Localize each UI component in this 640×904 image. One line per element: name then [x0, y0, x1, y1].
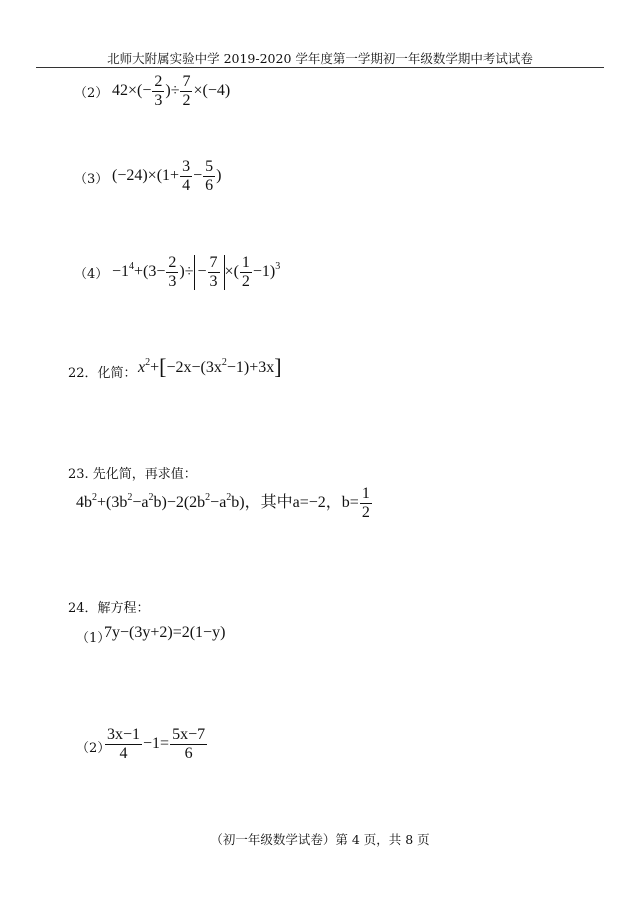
variable: x	[138, 359, 146, 376]
fraction	[208, 255, 220, 290]
problem-21-4-expression	[112, 255, 280, 290]
numerator: 1	[361, 485, 370, 502]
expr-part: b)−2(2b	[153, 494, 206, 512]
expr-part: −1)+3x	[226, 359, 275, 376]
problem-24-1-label: （1）	[76, 631, 111, 646]
problem-24-1-equation: 7y−(3y+2)=2(1−y)	[104, 624, 226, 641]
fraction	[360, 486, 372, 521]
exponent: 2	[205, 492, 211, 504]
expr-part: +(3−	[134, 263, 166, 281]
numerator: 7	[209, 254, 218, 271]
bracket-open: [	[159, 354, 167, 379]
numerator: 1	[241, 254, 250, 271]
exponent: 2	[92, 492, 97, 504]
problem-21-4-label: （4）	[74, 267, 109, 282]
problem-24-2-label: （2）	[76, 741, 111, 756]
numerator: 2	[168, 254, 177, 271]
numerator: 5	[205, 158, 214, 175]
expr-part: )	[216, 167, 222, 185]
fraction	[166, 255, 178, 290]
denominator: 3	[154, 92, 163, 109]
absolute-value	[194, 255, 225, 290]
numerator: 5x−7	[172, 726, 206, 743]
denominator: 2	[182, 92, 191, 109]
fraction	[152, 74, 164, 109]
expr-part: ×(	[224, 263, 239, 281]
exponent: 2	[148, 492, 154, 504]
problem-24-2-equation	[104, 727, 208, 762]
expr-part: −2x−(3x	[166, 359, 222, 376]
problem-24-label: 24．解方程：	[68, 601, 150, 616]
fraction	[105, 727, 142, 762]
expr-part: b)，其中a=−2，b=	[231, 494, 359, 512]
numerator: 3	[182, 158, 191, 175]
page-footer: （初一年级数学试卷）第 4 页，共 8 页	[210, 832, 430, 847]
numerator: 7	[182, 73, 191, 90]
problem-23-expression	[76, 486, 373, 521]
expr-part: −1)	[252, 263, 276, 281]
problem-22-expression	[138, 354, 282, 380]
fraction	[180, 74, 192, 109]
denominator: 2	[361, 504, 370, 521]
expr-part: −	[193, 167, 203, 185]
fraction	[170, 727, 207, 762]
fraction	[203, 159, 215, 194]
expr-part: −a	[210, 494, 227, 512]
denominator: 6	[184, 745, 193, 762]
expr-part: (−24)×(1+	[112, 167, 180, 185]
expr-part: +(3b	[97, 494, 128, 512]
denominator: 4	[119, 745, 128, 762]
exponent: 2	[127, 492, 133, 504]
denominator: 3	[168, 273, 177, 290]
problem-21-2-expression	[112, 74, 230, 109]
expr-part: −1=	[143, 735, 170, 753]
expr-part: 42×(−	[112, 82, 152, 100]
numerator: 3x−1	[107, 726, 141, 743]
problem-21-3-label: （3）	[74, 172, 109, 187]
denominator: 2	[241, 273, 250, 290]
expr-part: 4b	[76, 494, 92, 512]
denominator: 3	[209, 273, 218, 290]
numerator: 2	[154, 73, 163, 90]
header-rule	[36, 67, 604, 68]
exponent: 2	[226, 492, 232, 504]
expr-part: )÷	[165, 82, 180, 100]
fraction	[180, 159, 192, 194]
page-header: 北师大附属实验中学 2019-2020 学年度第一学期初一年级数学期中考试试卷	[107, 51, 533, 66]
denominator: 4	[182, 177, 191, 194]
problem-21-2-label: （2）	[74, 86, 109, 101]
exponent: 3	[275, 261, 281, 273]
expr-part: −1	[112, 263, 130, 281]
expr-part: ×(−4)	[193, 82, 231, 100]
problem-23-label: 23. 先化简，再求值：	[68, 467, 197, 482]
denominator: 6	[205, 177, 214, 194]
problem-22-label: 22．化简：	[68, 366, 137, 381]
fraction	[240, 255, 252, 290]
problem-21-3-expression	[112, 159, 221, 194]
exponent: 2	[221, 357, 227, 368]
exponent: 2	[145, 357, 151, 368]
expr-part: +	[150, 359, 160, 376]
expr-part: )÷	[179, 263, 194, 281]
expr-part: −	[197, 263, 207, 281]
bracket-close: ]	[274, 354, 282, 379]
exponent: 4	[129, 261, 135, 273]
expr-part: −a	[132, 494, 149, 512]
